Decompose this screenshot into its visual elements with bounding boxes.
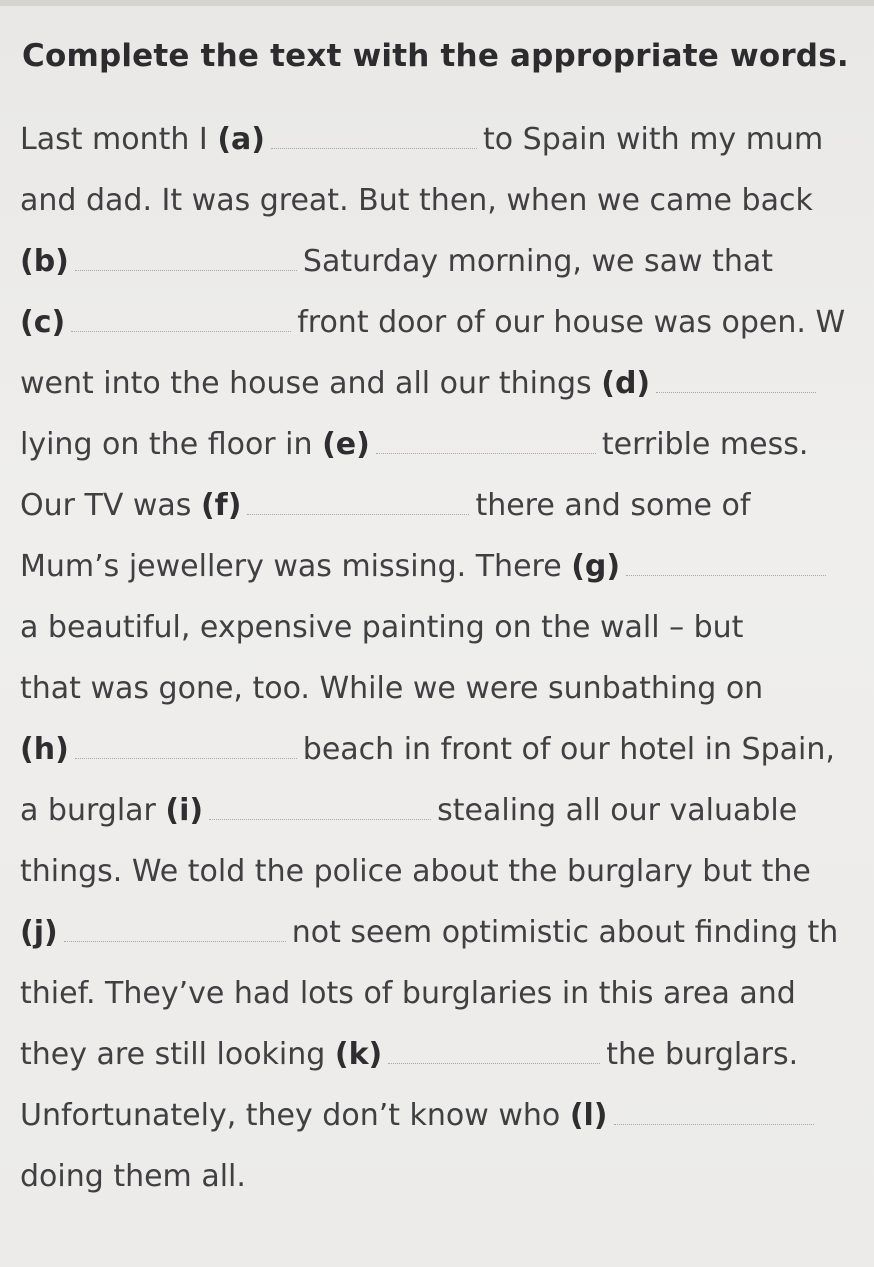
text-line <box>20 486 750 526</box>
text-line <box>20 1157 246 1197</box>
line-text: Saturday morning, we saw that <box>302 244 774 279</box>
gap-label-a: (a) <box>217 122 265 157</box>
line-text: Unfortunately, they don’t know who <box>20 1098 570 1133</box>
line-text: the burglars. <box>606 1037 799 1072</box>
page-top-edge <box>0 0 874 6</box>
text-line <box>20 974 796 1014</box>
gap-label-f: (f) <box>200 488 242 523</box>
line-text: to Spain with my mum <box>483 122 824 157</box>
answer-blank-j[interactable] <box>64 940 286 942</box>
text-line <box>20 669 763 709</box>
text-line <box>20 1096 820 1136</box>
line-text: they are still looking <box>20 1037 335 1072</box>
gap-label-l: (l) <box>569 1098 608 1133</box>
gap-label-i: (i) <box>165 793 204 828</box>
line-text: Mum’s jewellery was missing. There <box>20 549 572 584</box>
line-text: a beautiful, expensive painting on the wall – but <box>20 610 744 645</box>
gap-label-b: (b) <box>20 244 69 279</box>
line-text: stealing all our valuable <box>437 793 798 828</box>
line-text: and dad. It was great. But then, when we came back <box>20 183 813 218</box>
line-text: things. We told the police about the burglary but the <box>20 854 811 889</box>
line-text: thief. They’ve had lots of burglaries in this area and <box>20 976 796 1011</box>
text-line <box>20 242 773 282</box>
answer-blank-k[interactable] <box>388 1062 600 1064</box>
text-line <box>20 547 832 587</box>
text-line <box>20 364 822 404</box>
line-text: front door of our house was open. W <box>297 305 846 340</box>
answer-blank-a[interactable] <box>271 147 477 149</box>
gap-label-e: (e) <box>322 427 370 462</box>
line-text: doing them all. <box>20 1159 246 1194</box>
line-text: went into the house and all our things <box>20 366 602 401</box>
line-text: beach in front of our hotel in Spain, <box>302 732 835 767</box>
line-text: Last month I <box>20 122 218 157</box>
text-line <box>20 913 838 953</box>
text-line <box>20 608 743 648</box>
line-text: there and some of <box>475 488 751 523</box>
line-text: that was gone, too. While we were sunbathing on <box>20 671 764 706</box>
line-text: lying on the floor in <box>20 427 323 462</box>
gap-label-c: (c) <box>20 305 66 340</box>
line-text: Our TV was <box>20 488 201 523</box>
text-line <box>20 1035 798 1075</box>
exercise-instruction: Complete the text with the appropriate words. <box>22 38 849 74</box>
text-line <box>20 791 797 831</box>
text-line <box>20 425 808 465</box>
text-line <box>20 120 823 160</box>
line-text: not seem optimistic about finding th <box>291 915 839 950</box>
gap-label-g: (g) <box>571 549 621 584</box>
answer-blank-d[interactable] <box>656 391 816 393</box>
gap-label-h: (h) <box>20 732 69 767</box>
line-text: terrible mess. <box>601 427 809 462</box>
answer-blank-b[interactable] <box>75 269 297 271</box>
gap-label-j: (j) <box>20 915 58 950</box>
text-line <box>20 852 811 892</box>
gap-label-d: (d) <box>601 366 651 401</box>
text-line <box>20 730 835 770</box>
answer-blank-f[interactable] <box>247 513 469 515</box>
answer-blank-c[interactable] <box>71 330 291 332</box>
answer-blank-l[interactable] <box>614 1123 814 1125</box>
answer-blank-g[interactable] <box>626 574 826 576</box>
text-line <box>20 303 845 343</box>
line-text: a burglar <box>20 793 166 828</box>
gap-label-k: (k) <box>334 1037 383 1072</box>
answer-blank-i[interactable] <box>209 818 431 820</box>
text-line <box>20 181 813 221</box>
answer-blank-h[interactable] <box>75 757 297 759</box>
answer-blank-e[interactable] <box>376 452 596 454</box>
